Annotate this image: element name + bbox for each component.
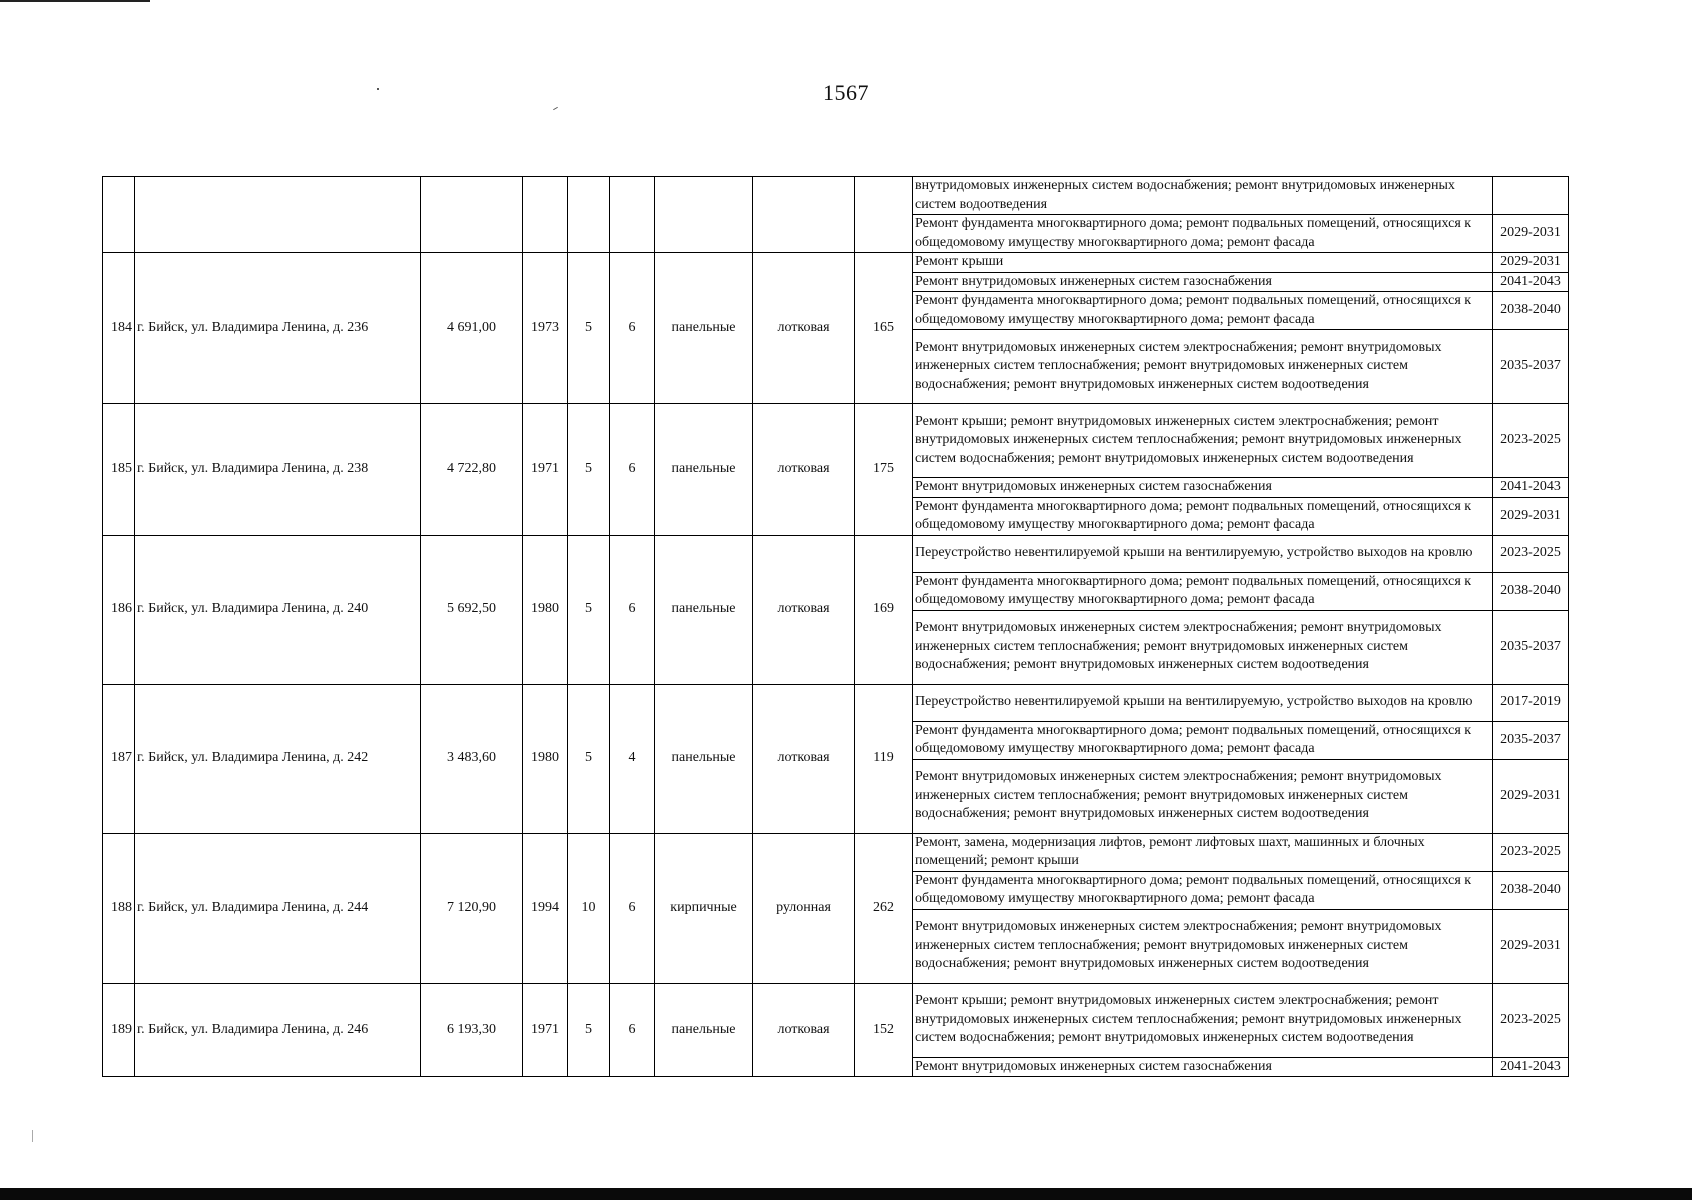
floors-cell: 5: [568, 404, 610, 536]
roof-type-cell: лотковая: [753, 404, 855, 536]
table-row: [103, 684, 1569, 721]
area-cell: 4 722,80: [421, 404, 523, 536]
work-description: Ремонт фундамента многоквартирного дома; ремонт подвальных помещений, относящихся к общедомовому имуществу многоквартирного дома; ремонт фасада: [913, 497, 1493, 535]
year-cell: 1980: [523, 684, 568, 833]
wall-material-cell: панельные: [655, 404, 753, 536]
work-period: 2035-2037: [1493, 610, 1569, 684]
empty-cell: [103, 177, 135, 253]
work-description: Ремонт фундамента многоквартирного дома; ремонт подвальных помещений, относящихся к общедомовому имуществу многоквартирного дома; ремонт фасада: [913, 292, 1493, 330]
roof-type-cell: лотковая: [753, 253, 855, 404]
page-number: 1567: [823, 80, 869, 105]
empty-cell: [610, 177, 655, 253]
work-period: 2029-2031: [1493, 759, 1569, 833]
work-description: внутридомовых инженерных систем водоснабжения; ремонт внутридомовых инженерных систем водоотведения: [913, 177, 1493, 215]
year-cell: 1973: [523, 253, 568, 404]
wall-material-cell: панельные: [655, 253, 753, 404]
work-description: Ремонт внутридомовых инженерных систем электроснабжения; ремонт внутридомовых инженерных систем теплоснабжения; ремонт внутридомовых инженерных систем водоснабжения; ремонт внутридомовых инженерных систем водоотведения: [913, 330, 1493, 404]
table-row: [103, 833, 1569, 871]
area-cell: 5 692,50: [421, 535, 523, 684]
work-period: 2041-2043: [1493, 478, 1569, 498]
row-number: 187: [103, 684, 135, 833]
area-cell: 6 193,30: [421, 983, 523, 1077]
table-row: [103, 535, 1569, 572]
address-cell: г. Бийск, ул. Владимира Ленина, д. 242: [135, 684, 421, 833]
apartments-cell: 169: [855, 535, 913, 684]
address-cell: г. Бийск, ул. Владимира Ленина, д. 238: [135, 404, 421, 536]
work-description: Переустройство невентилируемой крыши на вентилируемую, устройство выходов на кровлю: [913, 535, 1493, 572]
empty-cell: [855, 177, 913, 253]
work-period: 2041-2043: [1493, 1057, 1569, 1077]
work-description: Ремонт фундамента многоквартирного дома; ремонт подвальных помещений, относящихся к общедомовому имуществу многоквартирного дома; ремонт фасада: [913, 871, 1493, 909]
wall-material-cell: панельные: [655, 983, 753, 1077]
row-number: 184: [103, 253, 135, 404]
work-description: Ремонт фундамента многоквартирного дома; ремонт подвальных помещений, относящихся к общедомовому имуществу многоквартирного дома; ремонт фасада: [913, 572, 1493, 610]
table-row: [103, 404, 1569, 478]
scan-bottom-edge: [0, 1188, 1692, 1200]
work-period: 2035-2037: [1493, 721, 1569, 759]
entrances-cell: 6: [610, 983, 655, 1077]
work-description: Ремонт внутридомовых инженерных систем газоснабжения: [913, 1057, 1493, 1077]
work-description: Ремонт фундамента многоквартирного дома; ремонт подвальных помещений, относящихся к общедомовому имуществу многоквартирного дома; ремонт фасада: [913, 215, 1493, 253]
year-cell: 1980: [523, 535, 568, 684]
empty-cell: [523, 177, 568, 253]
area-cell: 4 691,00: [421, 253, 523, 404]
apartments-cell: 175: [855, 404, 913, 536]
table-row: [103, 253, 1569, 273]
work-description: Ремонт, замена, модернизация лифтов, ремонт лифтовых шахт, машинных и блочных помещений; ремонт крыши: [913, 833, 1493, 871]
work-description: Ремонт внутридомовых инженерных систем электроснабжения; ремонт внутридомовых инженерных систем теплоснабжения; ремонт внутридомовых инженерных систем водоснабжения; ремонт внутридомовых инженерных систем водоотведения: [913, 759, 1493, 833]
work-period: 2023-2025: [1493, 404, 1569, 478]
work-period: 2038-2040: [1493, 871, 1569, 909]
entrances-cell: 6: [610, 404, 655, 536]
roof-type-cell: лотковая: [753, 535, 855, 684]
work-period: 2038-2040: [1493, 572, 1569, 610]
top-edge-line: [0, 0, 150, 2]
row-number: 186: [103, 535, 135, 684]
roof-type-cell: лотковая: [753, 684, 855, 833]
year-cell: 1971: [523, 404, 568, 536]
work-period: 2023-2025: [1493, 535, 1569, 572]
work-description: Ремонт внутридомовых инженерных систем электроснабжения; ремонт внутридомовых инженерных систем теплоснабжения; ремонт внутридомовых инженерных систем водоснабжения; ремонт внутридомовых инженерных систем водоотведения: [913, 909, 1493, 983]
work-description: Ремонт крыши; ремонт внутридомовых инженерных систем электроснабжения; ремонт внутридомовых инженерных систем теплоснабжения; ремонт внутридомовых инженерных систем водоснабжения; ремонт внутридомовых инженерных систем водоотведения: [913, 404, 1493, 478]
work-description: Ремонт внутридомовых инженерных систем электроснабжения; ремонт внутридомовых инженерных систем теплоснабжения; ремонт внутридомовых инженерных систем водоснабжения; ремонт внутридомовых инженерных систем водоотведения: [913, 610, 1493, 684]
year-cell: 1971: [523, 983, 568, 1077]
empty-cell: [753, 177, 855, 253]
year-cell: 1994: [523, 833, 568, 983]
work-period: 2029-2031: [1493, 909, 1569, 983]
table-row: [103, 177, 1569, 215]
work-period: 2029-2031: [1493, 215, 1569, 253]
entrances-cell: 4: [610, 684, 655, 833]
floors-cell: 10: [568, 833, 610, 983]
area-cell: 7 120,90: [421, 833, 523, 983]
work-description: Ремонт внутридомовых инженерных систем газоснабжения: [913, 272, 1493, 292]
work-description: Переустройство невентилируемой крыши на вентилируемую, устройство выходов на кровлю: [913, 684, 1493, 721]
work-period: 2038-2040: [1493, 292, 1569, 330]
scan-speck: [32, 1130, 33, 1142]
row-number: 189: [103, 983, 135, 1077]
roof-type-cell: лотковая: [753, 983, 855, 1077]
housing-repair-table: [102, 176, 1569, 1077]
apartments-cell: 262: [855, 833, 913, 983]
area-cell: 3 483,60: [421, 684, 523, 833]
address-cell: г. Бийск, ул. Владимира Ленина, д. 240: [135, 535, 421, 684]
work-description: Ремонт крыши: [913, 253, 1493, 273]
scan-speck: [553, 107, 558, 110]
work-period: 2023-2025: [1493, 983, 1569, 1057]
empty-cell: [655, 177, 753, 253]
wall-material-cell: кирпичные: [655, 833, 753, 983]
floors-cell: 5: [568, 684, 610, 833]
work-description: Ремонт фундамента многоквартирного дома; ремонт подвальных помещений, относящихся к общедомовому имуществу многоквартирного дома; ремонт фасада: [913, 721, 1493, 759]
floors-cell: 5: [568, 253, 610, 404]
address-cell: г. Бийск, ул. Владимира Ленина, д. 236: [135, 253, 421, 404]
work-period: 2029-2031: [1493, 497, 1569, 535]
empty-cell: [135, 177, 421, 253]
apartments-cell: 119: [855, 684, 913, 833]
empty-cell: [568, 177, 610, 253]
floors-cell: 5: [568, 983, 610, 1077]
work-period: 2017-2019: [1493, 684, 1569, 721]
address-cell: г. Бийск, ул. Владимира Ленина, д. 244: [135, 833, 421, 983]
apartments-cell: 152: [855, 983, 913, 1077]
address-cell: г. Бийск, ул. Владимира Ленина, д. 246: [135, 983, 421, 1077]
work-period: [1493, 177, 1569, 215]
floors-cell: 5: [568, 535, 610, 684]
roof-type-cell: рулонная: [753, 833, 855, 983]
entrances-cell: 6: [610, 535, 655, 684]
row-number: 185: [103, 404, 135, 536]
work-period: 2035-2037: [1493, 330, 1569, 404]
work-period: 2041-2043: [1493, 272, 1569, 292]
apartments-cell: 165: [855, 253, 913, 404]
wall-material-cell: панельные: [655, 684, 753, 833]
work-description: Ремонт крыши; ремонт внутридомовых инженерных систем электроснабжения; ремонт внутридомовых инженерных систем теплоснабжения; ремонт внутридомовых инженерных систем водоснабжения; ремонт внутридомовых инженерных систем водоотведения: [913, 983, 1493, 1057]
work-period: 2023-2025: [1493, 833, 1569, 871]
table-row: [103, 983, 1569, 1057]
work-period: 2029-2031: [1493, 253, 1569, 273]
entrances-cell: 6: [610, 833, 655, 983]
row-number: 188: [103, 833, 135, 983]
entrances-cell: 6: [610, 253, 655, 404]
empty-cell: [421, 177, 523, 253]
wall-material-cell: панельные: [655, 535, 753, 684]
work-description: Ремонт внутридомовых инженерных систем газоснабжения: [913, 478, 1493, 498]
